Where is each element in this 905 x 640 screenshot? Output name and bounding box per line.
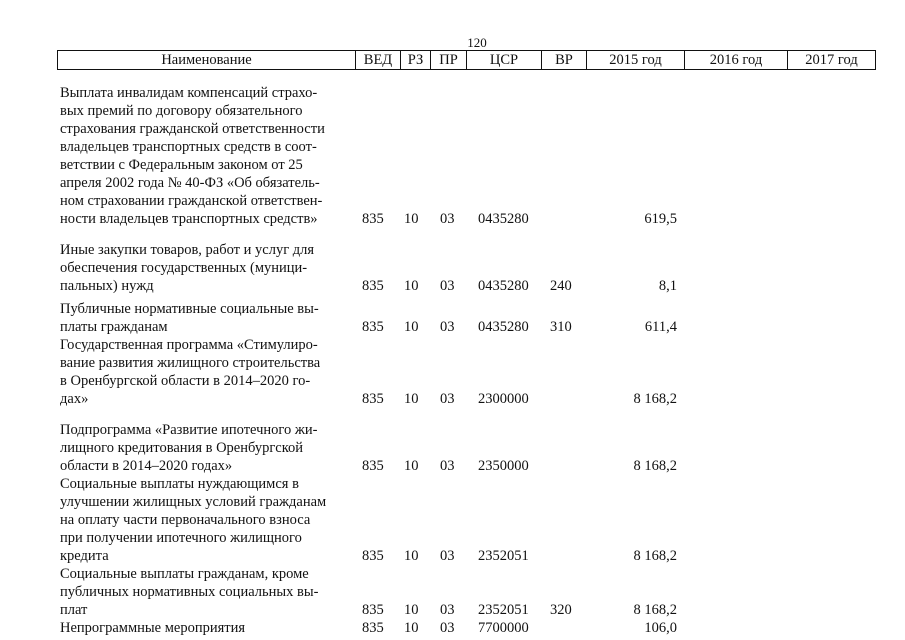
cell-csr: 2352051 [478,602,529,618]
row-name: Социальные выплаты нуждающимся в улучшении жилищных условий гражданам на оплату части первоначального взноса при получении ипотечного жилищного кредита [60,476,327,564]
cell-pr: 03 [440,548,455,564]
cell-csr: 0435280 [478,319,529,335]
cell-pr: 03 [440,391,455,407]
column-header-2017: 2017 год [788,51,876,70]
row-name: Государственная программа «Стимулиро- вание развития жилищного строительства в Оренбургской области в 2014–2020 го- дах» [60,337,321,407]
cell-vr: 320 [550,602,572,618]
cell-pr: 03 [440,458,455,474]
row-name: Иные закупки товаров, работ и услуг для обеспечения государственных (муници- пальных) нужд [60,242,315,294]
cell-ved: 835 [362,211,384,227]
cell-rz: 10 [404,391,419,407]
row-name: Социальные выплаты гражданам, кроме публичных нормативных социальных вы- плат [60,566,319,618]
cell-vr: 240 [550,278,572,294]
cell-ved: 835 [362,278,384,294]
page-number: 120 [467,35,487,50]
cell-rz: 10 [404,319,419,335]
cell-2015: 8 168,2 [633,548,677,564]
cell-2015: 106,0 [644,620,677,636]
cell-ved: 835 [362,458,384,474]
cell-2015: 8 168,2 [633,391,677,407]
cell-rz: 10 [404,458,419,474]
column-header-csr: ЦСР [467,51,542,70]
column-header-pr: ПР [431,51,467,70]
cell-pr: 03 [440,211,455,227]
cell-ved: 835 [362,391,384,407]
cell-ved: 835 [362,548,384,564]
cell-2015: 8,1 [658,278,677,294]
column-header-name: Наименование [58,51,356,70]
table-row [0,84,905,228]
cell-pr: 03 [440,278,455,294]
row-name: Публичные нормативные социальные вы- платы гражданам [60,301,319,335]
cell-csr: 2350000 [478,458,529,474]
cell-csr: 7700000 [478,620,529,636]
row-name: Выплата инвалидам компенсаций страхо- вых премий по договору обязательного страхования гражданской ответственности владельцев транспортных средств в соот- ветствии с Федеральным законом от 25 апреля 2002 года № 40-ФЗ «Об обязатель- ном страховании гражданской ответствен- ности владельцев транспортных средств» [60,85,325,227]
row-name: Непрограммные мероприятия [60,620,246,636]
cell-csr: 2352051 [478,548,529,564]
column-header-vr: ВР [542,51,587,70]
cell-rz: 10 [404,620,419,636]
table-row [0,619,905,637]
table-row [0,300,905,336]
cell-csr: 2300000 [478,391,529,407]
cell-pr: 03 [440,620,455,636]
column-header-ved: ВЕД [356,51,401,70]
cell-pr: 03 [440,319,455,335]
cell-ved: 835 [362,620,384,636]
column-header-2016: 2016 год [685,51,788,70]
table-row [0,336,905,408]
table-body [0,84,905,637]
cell-rz: 10 [404,548,419,564]
table-row [0,241,905,295]
table-row [0,475,905,565]
cell-2015: 619,5 [644,211,677,227]
cell-ved: 835 [362,319,384,335]
table-header [57,50,876,70]
cell-ved: 835 [362,602,384,618]
cell-rz: 10 [404,278,419,294]
cell-vr: 310 [550,319,572,335]
column-header-rz: РЗ [401,51,431,70]
table-row [0,421,905,475]
cell-csr: 0435280 [478,278,529,294]
cell-2015: 8 168,2 [633,458,677,474]
cell-rz: 10 [404,211,419,227]
column-header-2015: 2015 год [587,51,685,70]
cell-2015: 8 168,2 [633,602,677,618]
table-row [0,565,905,619]
cell-2015: 611,4 [644,319,677,335]
cell-pr: 03 [440,602,455,618]
cell-rz: 10 [404,602,419,618]
row-name: Подпрограмма «Развитие ипотечного жи- лищного кредитования в Оренбургской области в 2014–2020 годах» [60,422,318,474]
cell-csr: 0435280 [478,211,529,227]
